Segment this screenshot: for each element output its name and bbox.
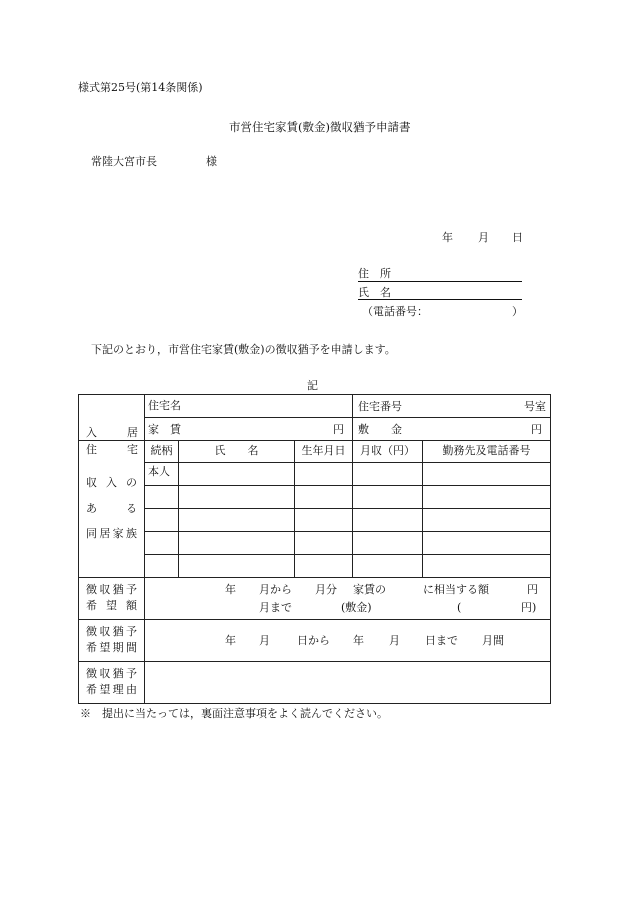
period-end-year: 年 — [353, 634, 364, 647]
family-cell-income[interactable] — [353, 532, 423, 555]
addressee-honorific: 様 — [206, 155, 217, 168]
ki-label: 記 — [307, 379, 318, 392]
period-start-day: 日から — [297, 634, 330, 647]
housing-number-cell[interactable] — [353, 395, 551, 418]
family-cell-name[interactable] — [179, 486, 295, 509]
family-label — [79, 441, 145, 578]
family-cell-income[interactable] — [353, 555, 423, 578]
family-label-line1: 収入の — [86, 476, 137, 490]
amount-cell[interactable] — [145, 578, 551, 620]
family-row — [79, 532, 551, 555]
family-cell-birthdate[interactable] — [295, 532, 353, 555]
housing-name-label: 住宅名 — [148, 398, 181, 412]
amount-month-from: 月から — [259, 583, 292, 596]
amount-yen: 円 — [527, 583, 538, 596]
amount-rent-of: 家賃の — [353, 583, 386, 596]
col-income: 月収（円） — [353, 441, 423, 463]
rent-row — [79, 418, 551, 441]
col-birthdate: 生年月日 — [295, 441, 353, 463]
resident-label-nyu: 入 — [86, 425, 97, 439]
date-month-label: 月 — [478, 231, 489, 244]
housing-label-taku: 宅 — [127, 442, 138, 456]
reason-label-line1: 徴収猶予 — [86, 667, 137, 681]
resident-label-kyo: 居 — [127, 425, 138, 439]
family-row-relation[interactable] — [145, 463, 179, 486]
name-underline — [358, 299, 522, 300]
family-cell-name[interactable] — [179, 463, 295, 486]
resident-housing-label — [79, 395, 145, 456]
address-label: 住 所 — [358, 267, 391, 280]
amount-yen-close: 円) — [521, 601, 537, 614]
rent-yen: 円 — [333, 423, 344, 436]
form-number: 様式第25号(第14条関係) — [78, 81, 203, 94]
amount-label-line2: 希望額 — [86, 599, 137, 612]
family-row — [79, 555, 551, 578]
amount-paren-open: ( — [457, 601, 462, 614]
note-text: ※ 提出に当たっては，裏面注意事項をよく読んでください。 — [80, 707, 388, 720]
col-employer: 勤務先及電話番号 — [423, 441, 551, 463]
family-row — [79, 509, 551, 532]
family-label-line3: 同居家族 — [86, 527, 137, 541]
amount-label — [79, 578, 145, 620]
family-row — [79, 486, 551, 509]
period-start-year: 年 — [225, 634, 236, 647]
period-label-line1: 徴収猶予 — [86, 625, 137, 639]
family-cell-employer[interactable] — [423, 532, 551, 555]
period-label — [79, 620, 145, 662]
period-start-month: 月 — [259, 634, 270, 647]
address-underline — [358, 281, 522, 282]
family-cell-birthdate[interactable] — [295, 463, 353, 486]
family-cell-name[interactable] — [179, 532, 295, 555]
amount-month-to: 月まで — [259, 601, 292, 614]
period-label-line2: 希望期間 — [86, 641, 137, 654]
housing-number-label: 住宅番号 — [358, 400, 402, 413]
period-end-day: 日まで — [425, 634, 458, 647]
col-relation: 続柄 — [145, 441, 179, 463]
family-cell-income[interactable] — [353, 486, 423, 509]
rent-label: 家 賃 — [148, 423, 181, 436]
date-year-label: 年 — [442, 231, 453, 244]
amount-month-portion: 月分 — [315, 583, 337, 596]
addressee-name: 常陸大宮市長 — [91, 155, 157, 168]
room-label: 号室 — [524, 400, 546, 413]
family-cell-relation[interactable] — [145, 532, 179, 555]
family-cell-employer[interactable] — [423, 555, 551, 578]
family-cell-name[interactable] — [179, 555, 295, 578]
family-cell-relation[interactable] — [145, 486, 179, 509]
period-end-month: 月 — [389, 634, 400, 647]
reason-label — [79, 662, 145, 704]
family-cell-relation[interactable] — [145, 509, 179, 532]
reason-row — [79, 662, 551, 704]
phone-label: （電話番号： — [362, 305, 428, 318]
page-title: 市営住宅家賃(敷金)徴収猶予申請書 — [229, 120, 411, 134]
family-cell-birthdate[interactable] — [295, 555, 353, 578]
period-row — [79, 620, 551, 662]
deposit-yen: 円 — [531, 423, 542, 436]
family-cell-birthdate[interactable] — [295, 509, 353, 532]
relation-self: 本人 — [148, 465, 170, 478]
housing-name-row — [79, 395, 551, 418]
period-months: 月間 — [482, 634, 504, 647]
reason-label-line2: 希望理由 — [86, 683, 137, 696]
period-cell[interactable] — [145, 620, 551, 662]
phone-close: ） — [512, 305, 523, 318]
deposit-cell[interactable] — [353, 418, 551, 441]
amount-equivalent: に相当する額 — [423, 583, 489, 596]
family-cell-employer[interactable] — [423, 486, 551, 509]
application-table — [78, 394, 551, 704]
housing-label-ju: 住 — [86, 442, 97, 456]
family-row-self — [79, 463, 551, 486]
family-cell-employer[interactable] — [423, 509, 551, 532]
amount-row — [79, 578, 551, 620]
rent-cell[interactable] — [145, 418, 353, 441]
family-label-line2: あ る — [86, 501, 137, 515]
col-name: 氏 名 — [179, 441, 295, 463]
amount-label-line1: 徴収猶予 — [86, 583, 137, 597]
amount-deposit: (敷金) — [341, 601, 372, 614]
family-cell-birthdate[interactable] — [295, 486, 353, 509]
reason-cell[interactable] — [145, 662, 551, 704]
body-text: 下記のとおり，市営住宅家賃(敷金)の徴収猶予を申請します。 — [91, 343, 396, 356]
housing-name-cell[interactable] — [145, 395, 353, 418]
family-cell-income[interactable] — [353, 463, 423, 486]
family-cell-income[interactable] — [353, 509, 423, 532]
family-cell-relation[interactable] — [145, 555, 179, 578]
family-cell-name[interactable] — [179, 509, 295, 532]
deposit-label: 敷 金 — [358, 423, 402, 436]
amount-year: 年 — [225, 583, 236, 596]
date-day-label: 日 — [512, 231, 523, 244]
name-label: 氏 名 — [358, 286, 391, 299]
family-header-row — [79, 441, 551, 463]
family-cell-employer[interactable] — [423, 463, 551, 486]
